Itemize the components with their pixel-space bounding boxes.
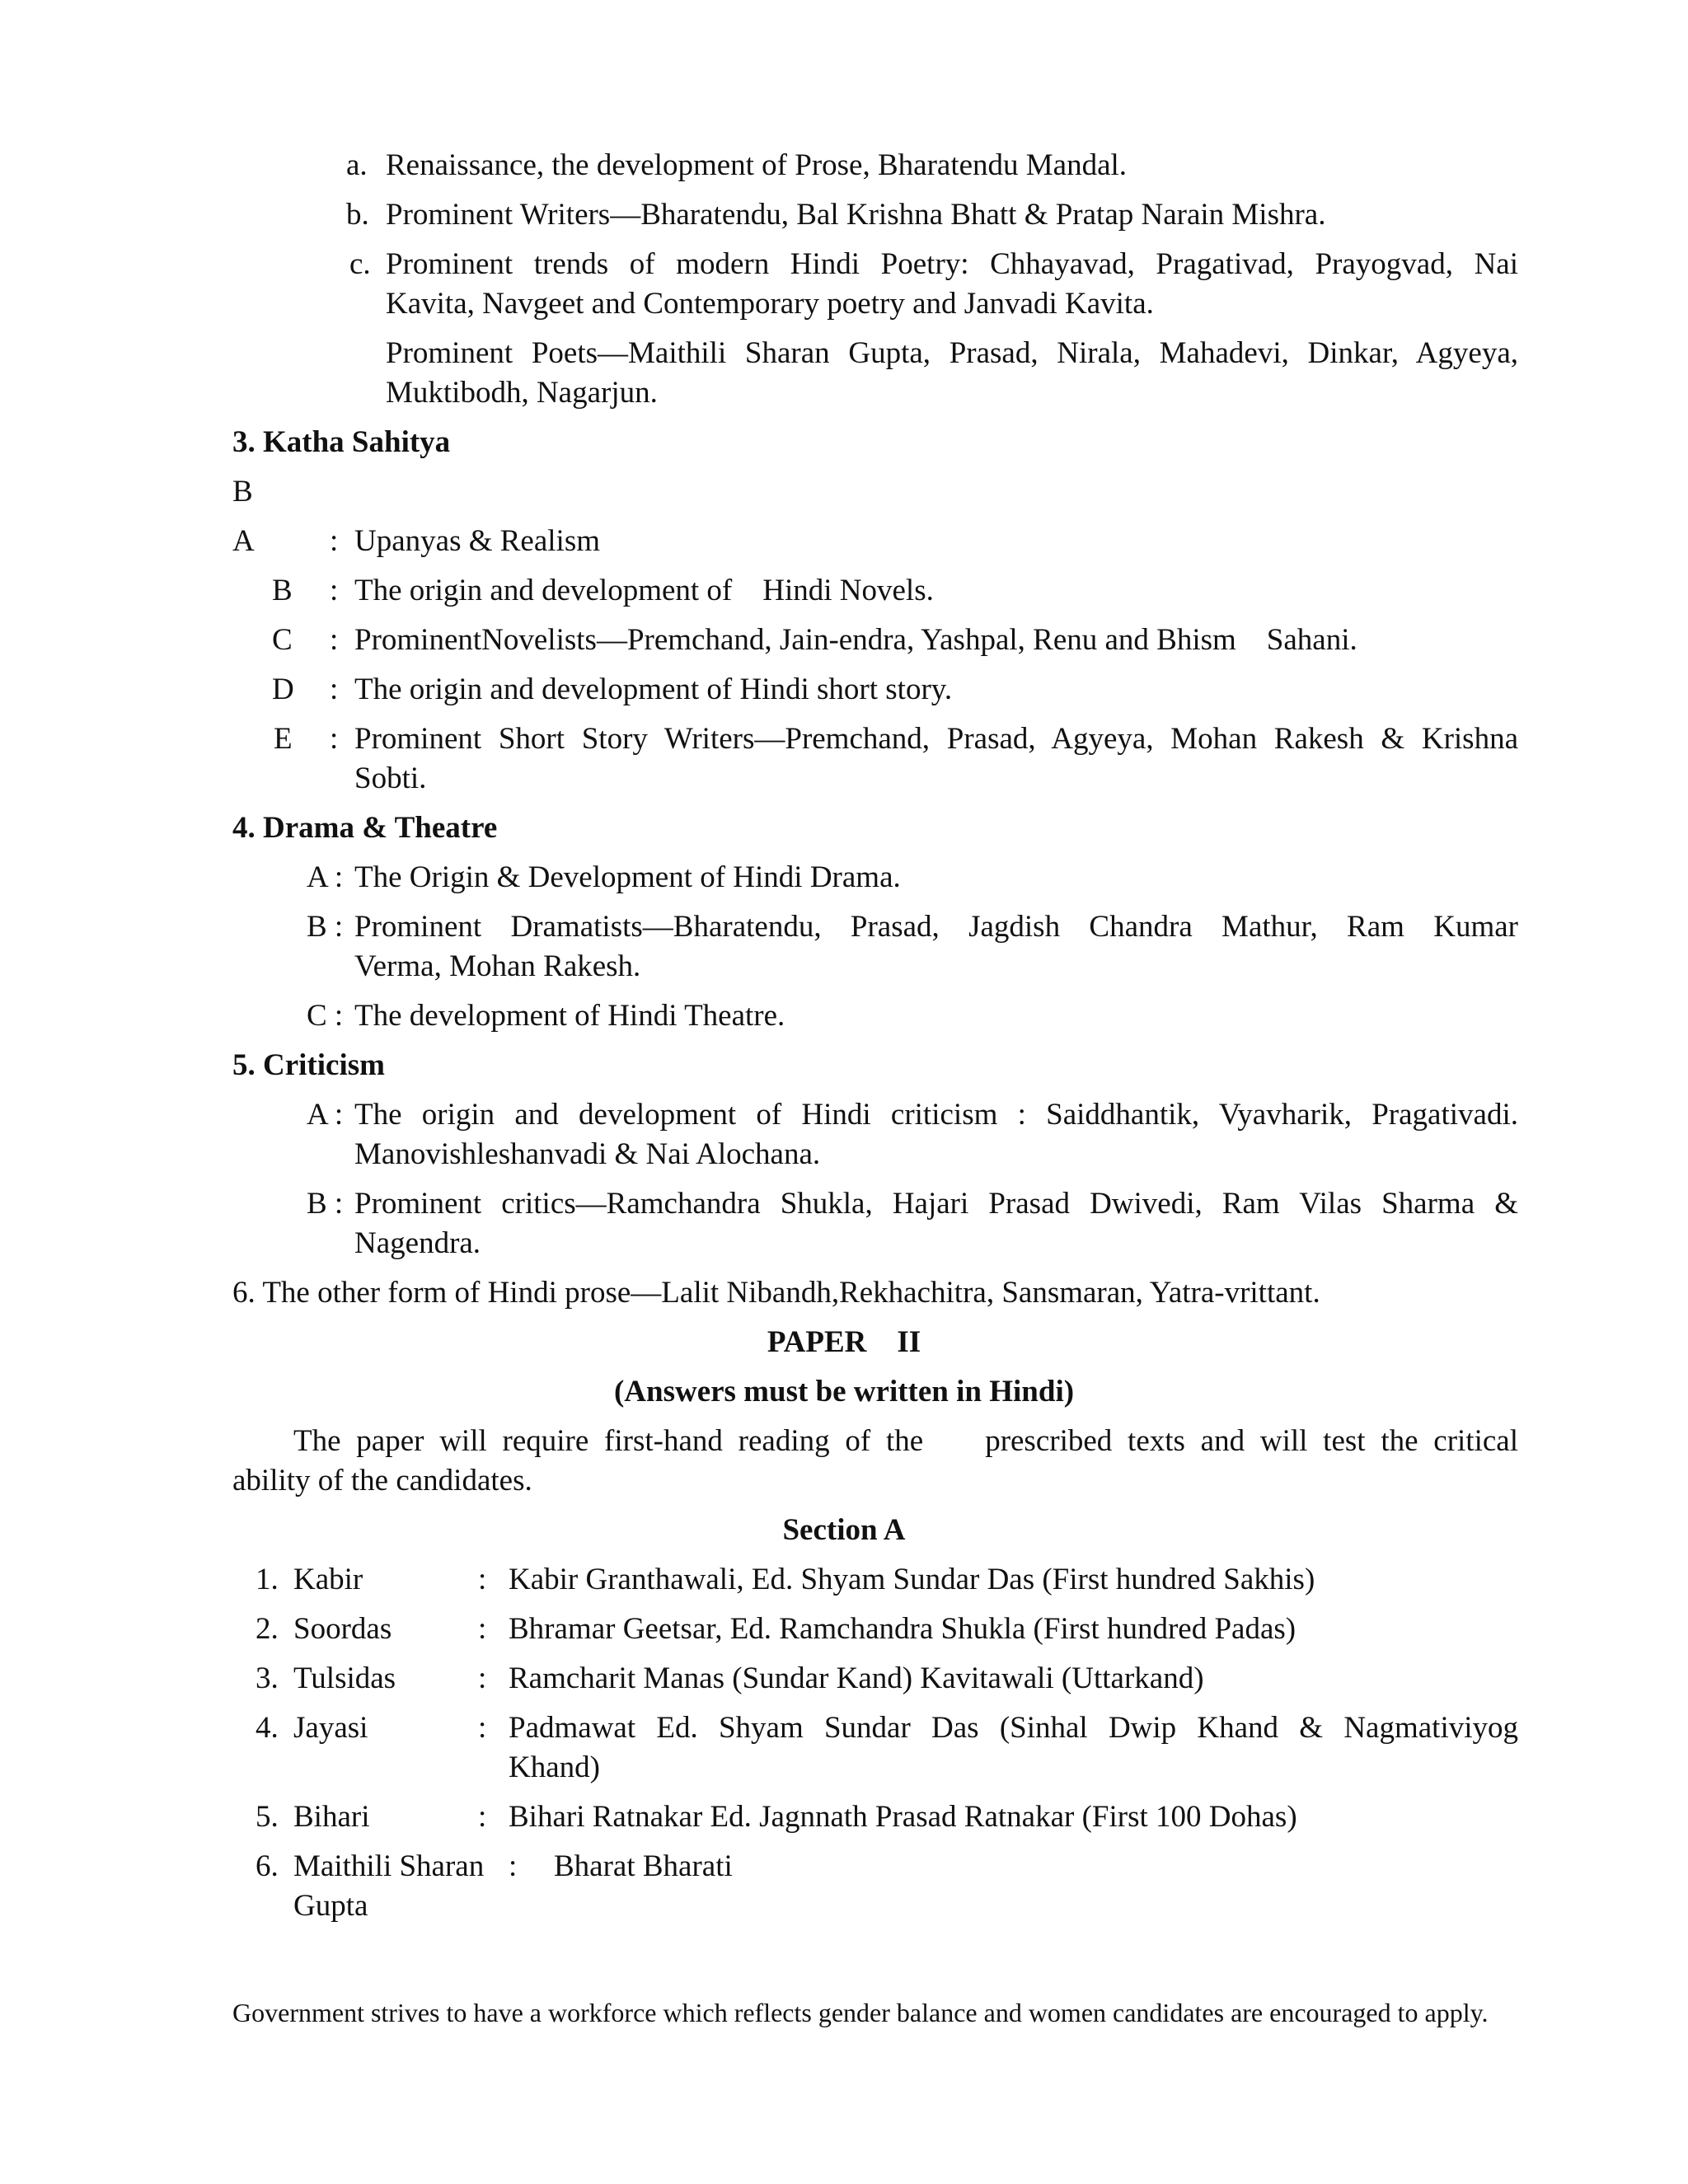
list-marker: C :	[307, 999, 344, 1033]
list-separator: :	[330, 524, 339, 558]
author-text: Kabir Granthawali, Ed. Shyam Sundar Das (First hundred Sakhis)	[509, 1563, 1315, 1596]
paper-title: PAPER II	[767, 1325, 921, 1359]
author-text: Padmawat Ed. Shyam Sundar Das (Sinhal Dwip Khand & Nagmativiyog	[509, 1711, 1518, 1745]
author-name: Maithili Sharan	[293, 1849, 485, 1883]
list-marker: A	[232, 524, 255, 558]
author-name: Jayasi	[293, 1711, 368, 1745]
list-separator: :	[478, 1661, 487, 1695]
section-heading-drama: 4. Drama & Theatre	[232, 811, 498, 845]
poets-paragraph-continued: Muktibodh, Nagarjun.	[386, 376, 658, 410]
list-marker: B :	[307, 1187, 344, 1221]
list-item-text: The origin and development of Hindi short story.	[354, 673, 953, 706]
list-marker: b.	[346, 198, 369, 232]
list-marker: E	[274, 722, 293, 756]
list-number: 6.	[256, 1849, 279, 1883]
list-item-text: The origin and development of Hindi Novels.	[354, 574, 934, 607]
author-name-continued: Gupta	[293, 1889, 368, 1923]
list-item-text-continued: Nagendra.	[354, 1226, 481, 1260]
author-name: Tulsidas	[293, 1661, 396, 1695]
paper-subtitle: (Answers must be written in Hindi)	[613, 1375, 1075, 1408]
list-marker: A :	[307, 860, 344, 894]
list-separator: :	[509, 1849, 518, 1883]
list-item-text: Prominent Dramatists—Bharatendu, Prasad, Jagdish Chandra Mathur, Ram Kumar	[354, 910, 1518, 944]
author-name: Bihari	[293, 1800, 370, 1834]
author-text-continued: Khand)	[509, 1750, 600, 1784]
list-marker: a.	[346, 148, 368, 182]
list-item-text: Prominent Short Story Writers—Premchand, Prasad, Agyeya, Mohan Rakesh & Krishna	[354, 722, 1518, 756]
poets-paragraph: Prominent Poets—Maithili Sharan Gupta, Prasad, Nirala, Mahadevi, Dinkar, Agyeya,	[386, 336, 1518, 370]
list-marker: C	[272, 623, 293, 657]
paper-intro: The paper will require first-hand reading of the prescribed texts and will test the critical	[293, 1424, 1518, 1458]
list-number: 1.	[256, 1563, 279, 1596]
list-number: 5.	[256, 1800, 279, 1834]
footer-note: Government strives to have a workforce which reflects gender balance and women candidates are encouraged to apply.	[232, 1998, 1489, 2027]
author-text: Bharat Bharati	[554, 1849, 733, 1883]
list-item-text: Prominent Writers—Bharatendu, Bal Krishna Bhatt & Pratap Narain Mishra.	[386, 198, 1326, 232]
author-text: Ramcharit Manas (Sundar Kand) Kavitawali (Uttarkand)	[509, 1661, 1204, 1695]
list-item-text: ProminentNovelists—Premchand, Jain-endra, Yashpal, Renu and Bhism Sahani.	[354, 623, 1357, 657]
paper-intro-continued: ability of the candidates.	[232, 1464, 532, 1497]
list-separator: :	[330, 722, 339, 756]
list-number: 2.	[256, 1612, 279, 1646]
list-marker: c.	[349, 247, 371, 281]
list-separator: :	[478, 1612, 487, 1646]
list-item-text: Upanyas & Realism	[354, 524, 601, 558]
list-marker: B	[272, 574, 293, 607]
list-marker: D	[272, 673, 294, 706]
list-number: 3.	[256, 1661, 279, 1695]
list-marker: A :	[307, 1098, 344, 1132]
list-separator: :	[330, 623, 339, 657]
list-separator: :	[330, 673, 339, 706]
list-marker: B :	[307, 910, 344, 944]
other-prose-line: 6. The other form of Hindi prose—Lalit Nibandh,Rekhachitra, Sansmaran, Yatra-vrittant.	[232, 1276, 1320, 1310]
list-item-text: The development of Hindi Theatre.	[354, 999, 785, 1033]
list-item-text: Renaissance, the development of Prose, Bharatendu Mandal.	[386, 148, 1128, 182]
list-separator: :	[330, 574, 339, 607]
list-separator: :	[478, 1711, 487, 1745]
list-item-text: Prominent trends of modern Hindi Poetry: Chhayavad, Pragativad, Prayogvad, Nai	[386, 247, 1518, 281]
section-a-heading: Section A	[782, 1513, 906, 1547]
list-separator: :	[478, 1800, 487, 1834]
author-text: Bhramar Geetsar, Ed. Ramchandra Shukla (First hundred Padas)	[509, 1612, 1296, 1646]
list-item-text-continued: Manovishleshanvadi & Nai Alochana.	[354, 1137, 821, 1171]
list-separator: :	[478, 1563, 487, 1596]
list-number: 4.	[256, 1711, 279, 1745]
author-text: Bihari Ratnakar Ed. Jagnnath Prasad Ratnakar (First 100 Dohas)	[509, 1800, 1297, 1834]
list-item-text-continued: Verma, Mohan Rakesh.	[354, 949, 641, 983]
list-item-text-continued: Sobti.	[354, 762, 427, 795]
list-item-text: The origin and development of Hindi criticism : Saiddhantik, Vyavharik, Pragativadi.	[354, 1098, 1518, 1132]
author-name: Kabir	[293, 1563, 363, 1596]
author-name: Soordas	[293, 1612, 392, 1646]
list-item-text: Prominent critics—Ramchandra Shukla, Hajari Prasad Dwivedi, Ram Vilas Sharma &	[354, 1187, 1518, 1221]
list-item-text: The Origin & Development of Hindi Drama.	[354, 860, 901, 894]
stray-letter: B	[232, 475, 253, 509]
section-heading-katha: 3. Katha Sahitya	[232, 425, 451, 459]
list-item-text-continued: Kavita, Navgeet and Contemporary poetry and Janvadi Kavita.	[386, 287, 1154, 321]
section-heading-criticism: 5. Criticism	[232, 1048, 385, 1082]
